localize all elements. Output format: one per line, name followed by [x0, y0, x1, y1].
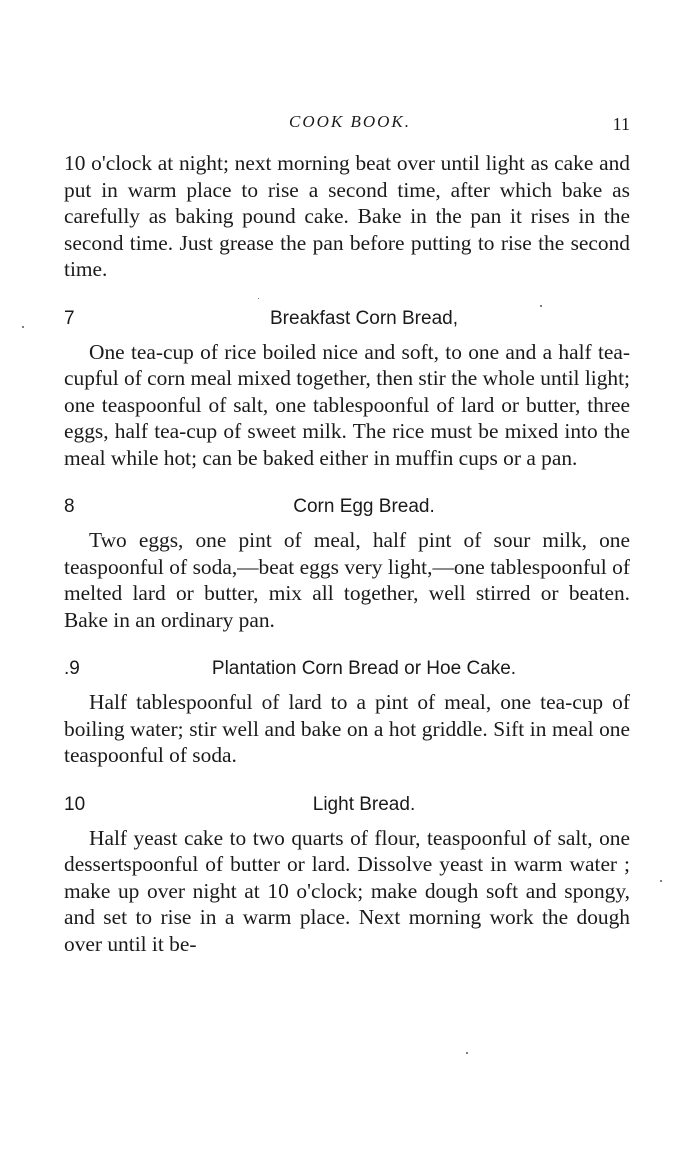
- recipe-number: 8: [64, 496, 75, 517]
- paper-speck: [540, 305, 542, 307]
- recipe-title: Breakfast Corn Bread,: [270, 307, 458, 329]
- recipe-title: Light Bread.: [312, 793, 416, 815]
- recipe-text: Half yeast cake to two quarts of flour, teaspoonful of salt, one dessertspoonful of butter or lard. Dissolve yeast in warm water ; make up over night at 10 o'clock; make dough soft and spongy, and set to rise in a warm place. Next morning work the dough over until it be-: [64, 825, 630, 956]
- recipe-number: 7: [64, 307, 75, 329]
- recipe-heading: [64, 791, 630, 819]
- recipe-number: 10: [64, 793, 86, 815]
- recipe-text: One tea-cup of rice boiled nice and soft, to one and a half tea-cupful of corn meal mixed together, then stir the whole until light; one teaspoonful of salt, one tablespoonful of lard or butter, three eggs, half tea-cup of sweet milk. The rice must be mixed into the meal while hot; can be baked either in muffin cups or a pan.: [64, 339, 630, 470]
- recipe-text: Half tablespoonful of lard to a pint of meal, one tea-cup of boiling water; stir well and bake on a hot griddle. Sift in meal one teaspoonful of soda.: [64, 690, 630, 767]
- recipe-text: Two eggs, one pint of meal, half pint of sour milk, one teaspoonful of soda,—beat eggs very light,—one tablespoonful of melted lard or butter, mix all together, well stirred or beaten. Bake in an ordinary pan.: [64, 528, 630, 632]
- intro-paragraph: 10 o'clock at night; next morning beat over until light as cake and put in warm place to rise a second time, after which bake as carefully as baking pound cake. Bake in the pan it rises in the second time. Just grease the pan before putting to rise the second time.: [64, 151, 630, 281]
- paper-speck: [466, 1052, 468, 1054]
- recipe-title: Plantation Corn Bread or Hoe Cake.: [211, 658, 517, 679]
- paper-speck: [258, 298, 259, 299]
- running-title: COOK BOOK.: [288, 112, 411, 131]
- paper-speck: [22, 326, 24, 328]
- paper-speck: [660, 880, 662, 882]
- recipe-heading: [64, 305, 630, 333]
- recipe-heading: [64, 655, 630, 683]
- recipe-title: Corn Egg Bread.: [293, 496, 435, 517]
- running-head: [0, 112, 700, 142]
- recipe-number: .9: [64, 658, 80, 679]
- page-number: 11: [612, 114, 630, 134]
- recipe-heading: [64, 493, 630, 521]
- page-content: [64, 150, 630, 957]
